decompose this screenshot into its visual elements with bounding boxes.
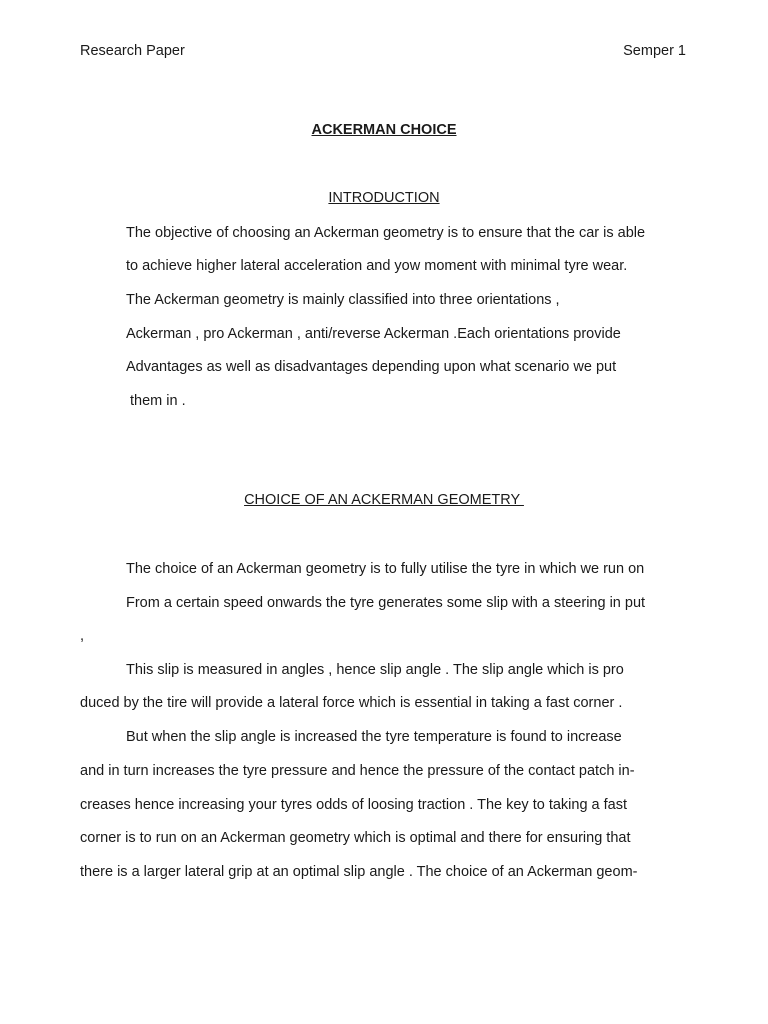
- choice-line-10: there is a larger lateral grip at an optimal slip angle . The choice of an Ackerman geom-: [80, 864, 638, 880]
- running-header-page-number: Semper 1: [623, 43, 686, 59]
- choice-line-3: ,: [80, 628, 85, 644]
- choice-line-7: and in turn increases the tyre pressure and hence the pressure of the contact patch in-: [80, 763, 635, 779]
- intro-line-1: The objective of choosing an Ackerman geometry is to ensure that the car is able: [126, 225, 646, 241]
- intro-line-3: The Ackerman geometry is mainly classified into three orientations ,: [126, 292, 560, 308]
- choice-line-5: duced by the tire will provide a lateral force which is essential in taking a fast corner .: [80, 695, 623, 711]
- intro-line-4: Ackerman , pro Ackerman , anti/reverse Ackerman .Each orientations provide: [126, 326, 621, 342]
- section-heading-choice: CHOICE OF AN ACKERMAN GEOMETRY: [244, 492, 524, 508]
- intro-line-2: to achieve higher lateral acceleration and yow moment with minimal tyre wear.: [126, 258, 628, 274]
- intro-line-5: Advantages as well as disadvantages depending upon what scenario we put: [126, 359, 617, 375]
- choice-line-1: The choice of an Ackerman geometry is to fully utilise the tyre in which we run on: [126, 561, 645, 577]
- choice-line-9: corner is to run on an Ackerman geometry which is optimal and there for ensuring that: [80, 830, 631, 846]
- intro-line-6: them in .: [126, 393, 186, 409]
- choice-line-6: But when the slip angle is increased the tyre temperature is found to increase: [126, 729, 622, 745]
- section-heading-introduction: INTRODUCTION: [328, 190, 440, 206]
- paper-title: ACKERMAN CHOICE: [311, 122, 457, 138]
- choice-line-8: creases hence increasing your tyres odds of loosing traction . The key to taking a fast: [80, 797, 627, 813]
- running-header-title: Research Paper: [80, 43, 185, 59]
- choice-line-2: From a certain speed onwards the tyre generates some slip with a steering in put: [126, 595, 646, 611]
- choice-line-4: This slip is measured in angles , hence slip angle . The slip angle which is pro: [126, 662, 624, 678]
